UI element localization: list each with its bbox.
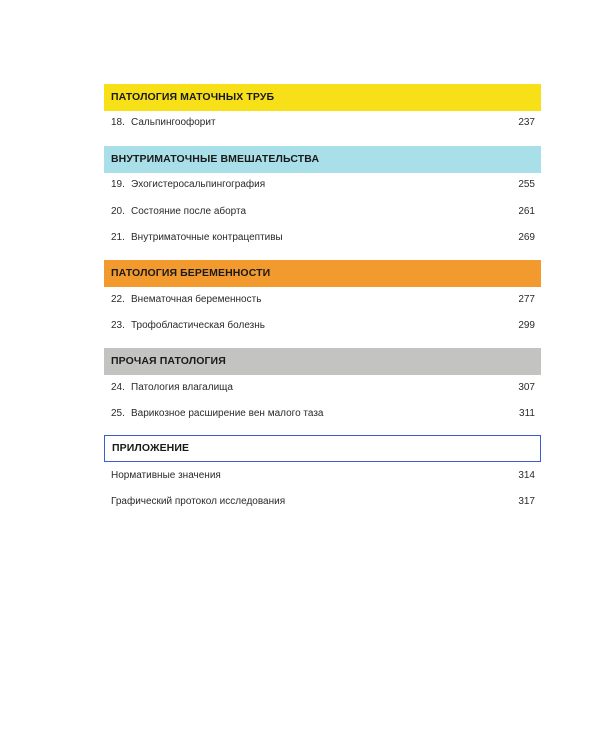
- entry-title: Варикозное расширение вен малого таза: [131, 408, 324, 419]
- entry-number: 23.: [111, 320, 125, 331]
- toc-entry[interactable]: [111, 469, 535, 483]
- entry-title: Нормативные значения: [111, 470, 221, 481]
- entry-page-number: 261: [518, 206, 535, 217]
- entry-page-number: 269: [518, 232, 535, 243]
- entry-page-number: 237: [518, 117, 535, 128]
- toc-entry[interactable]: [111, 495, 535, 509]
- entry-title: Внутриматочные контрацептивы: [131, 232, 283, 243]
- toc-entry[interactable]: [111, 407, 535, 421]
- toc-entry[interactable]: [111, 116, 535, 130]
- entry-number: 24.: [111, 382, 125, 393]
- section-header-intrauterine-interventions: ВНУТРИМАТОЧНЫЕ ВМЕШАТЕЛЬСТВА: [104, 146, 541, 173]
- entry-title: Состояние после аборта: [131, 206, 247, 217]
- toc-entry[interactable]: [111, 178, 535, 192]
- entry-number: 21.: [111, 232, 125, 243]
- entry-page-number: 314: [518, 470, 535, 481]
- section-header-other-pathology: ПРОЧАЯ ПАТОЛОГИЯ: [104, 348, 541, 375]
- toc-entry[interactable]: [111, 231, 535, 245]
- toc-entry[interactable]: [111, 381, 535, 395]
- entry-number: 22.: [111, 294, 125, 305]
- entry-title: Внематочная беременность: [131, 294, 262, 305]
- entry-page-number: 311: [519, 408, 535, 419]
- entry-number: 20.: [111, 206, 125, 217]
- toc-entry[interactable]: [111, 319, 535, 333]
- section-header-appendix: ПРИЛОЖЕНИЕ: [104, 435, 541, 462]
- entry-title: Графический протокол исследования: [111, 496, 286, 507]
- entry-title: Трофобластическая болезнь: [131, 320, 265, 331]
- entry-page-number: 299: [518, 320, 535, 331]
- entry-number: 19.: [111, 179, 125, 190]
- entry-page-number: 317: [518, 496, 535, 507]
- entry-title: Сальпингоофорит: [131, 117, 216, 128]
- toc-entry[interactable]: [111, 205, 535, 219]
- entry-page-number: 255: [518, 179, 535, 190]
- entry-title: Патология влагалища: [131, 382, 233, 393]
- entry-page-number: 277: [518, 294, 535, 305]
- entry-page-number: 307: [518, 382, 535, 393]
- section-header-tube-pathology: ПАТОЛОГИЯ МАТОЧНЫХ ТРУБ: [104, 84, 541, 111]
- entry-number: 25.: [111, 408, 125, 419]
- toc-entry[interactable]: [111, 293, 535, 307]
- entry-title: Эхогистеросальпингография: [131, 179, 266, 190]
- section-header-pregnancy-pathology: ПАТОЛОГИЯ БЕРЕМЕННОСТИ: [104, 260, 541, 287]
- entry-number: 18.: [111, 117, 125, 128]
